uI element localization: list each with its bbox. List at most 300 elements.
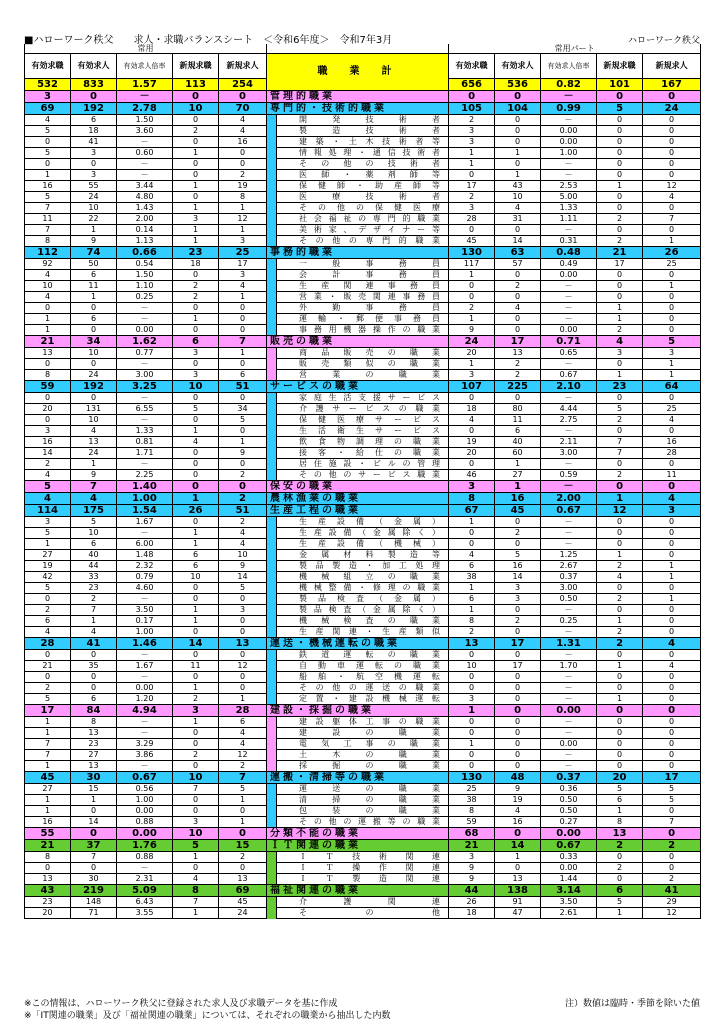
- left-value: 0: [173, 359, 219, 370]
- occupation-name: 販売類似の職業: [277, 359, 449, 370]
- right-value: 0: [597, 528, 643, 539]
- right-value: 4: [643, 638, 701, 650]
- total-left-value: 254: [219, 79, 267, 91]
- total-right-value: 536: [495, 79, 541, 91]
- left-value: 1: [219, 292, 267, 303]
- left-value: 0.77: [117, 348, 173, 359]
- right-value: 19: [449, 437, 495, 448]
- right-value: 0: [643, 605, 701, 616]
- left-value: 0.66: [117, 247, 173, 259]
- left-value: 4: [25, 470, 71, 481]
- left-value: 10: [173, 572, 219, 583]
- left-value: 3.60: [117, 126, 173, 137]
- left-value: 10: [173, 103, 219, 115]
- right-value: 0: [643, 683, 701, 694]
- left-value: 0: [25, 393, 71, 404]
- left-value: 1: [173, 181, 219, 192]
- right-value: －: [541, 683, 597, 694]
- left-value: 7: [25, 739, 71, 750]
- left-value: 0: [173, 415, 219, 426]
- left-value: 1: [71, 795, 117, 806]
- col-header: 新規求職: [173, 54, 219, 79]
- left-value: 1: [25, 717, 71, 728]
- right-value: 1: [597, 806, 643, 817]
- right-value: 38: [449, 795, 495, 806]
- occupation-row: [25, 594, 701, 605]
- right-value: 0.00: [541, 137, 597, 148]
- right-value: 0: [495, 683, 541, 694]
- occupation-row: [25, 470, 701, 481]
- right-value: 6: [449, 561, 495, 572]
- category-color-bar: [267, 627, 277, 638]
- right-value: 64: [643, 381, 701, 393]
- right-value: 2: [449, 192, 495, 203]
- right-value: 0: [643, 705, 701, 717]
- left-value: 4: [219, 739, 267, 750]
- right-value: 9: [449, 863, 495, 874]
- left-value: 0: [219, 314, 267, 325]
- left-value: 0: [219, 828, 267, 840]
- right-value: 10: [495, 192, 541, 203]
- category-color-bar: [267, 605, 277, 616]
- left-value: 34: [71, 336, 117, 348]
- category-color-bar: [267, 159, 277, 170]
- right-value: 0.27: [541, 817, 597, 828]
- occupation-name: 医師・薬剤師等: [277, 170, 449, 181]
- category-color-bar: [267, 583, 277, 594]
- left-value: 1: [219, 348, 267, 359]
- left-value: 6: [219, 717, 267, 728]
- left-value: 69: [25, 103, 71, 115]
- left-value: 10: [25, 281, 71, 292]
- left-value: 45: [25, 772, 71, 784]
- sheet-title: ■ハローワーク秩父 求人・求職バランスシート ＜令和6年度＞ 令和7年3月: [24, 35, 393, 46]
- left-value: －: [117, 170, 173, 181]
- left-value: 2: [219, 493, 267, 505]
- left-value: 0: [173, 91, 219, 103]
- left-value: 0: [173, 517, 219, 528]
- occupation-row: [25, 528, 701, 539]
- left-value: 2: [71, 594, 117, 605]
- occupation-name: 建設の職業: [277, 728, 449, 739]
- right-value: 0: [449, 225, 495, 236]
- left-value: 12: [219, 661, 267, 672]
- category-row: [25, 481, 701, 493]
- left-value: 69: [219, 885, 267, 897]
- left-value: 4: [71, 627, 117, 638]
- left-value: 112: [25, 247, 71, 259]
- left-value: 1: [173, 493, 219, 505]
- left-value: －: [117, 159, 173, 170]
- right-value: 25: [643, 404, 701, 415]
- left-value: 2.31: [117, 874, 173, 885]
- right-value: 0: [449, 528, 495, 539]
- right-value: 5: [495, 550, 541, 561]
- left-value: －: [117, 672, 173, 683]
- total-right-value: 167: [643, 79, 701, 91]
- left-value: 0: [173, 303, 219, 314]
- left-value: 6: [71, 539, 117, 550]
- left-value: －: [117, 650, 173, 661]
- right-value: 0.33: [541, 852, 597, 863]
- occupation-name: その他の専門的職業: [277, 236, 449, 247]
- right-value: 0: [597, 225, 643, 236]
- right-value: 2: [597, 638, 643, 650]
- right-value: 0: [643, 694, 701, 705]
- right-value: 4: [495, 203, 541, 214]
- left-value: 0: [71, 863, 117, 874]
- right-value: 1: [449, 359, 495, 370]
- left-value: 6: [173, 561, 219, 572]
- left-value: 3: [219, 605, 267, 616]
- left-value: 7: [25, 203, 71, 214]
- right-value: 0.67: [541, 840, 597, 852]
- right-value: 47: [495, 908, 541, 919]
- left-value: 4: [25, 292, 71, 303]
- column-header-row: [25, 54, 701, 79]
- left-value: 0: [25, 415, 71, 426]
- category-color-bar: [267, 303, 277, 314]
- category-name: 専門的・技術的職業: [267, 103, 449, 115]
- left-value: 0.67: [117, 772, 173, 784]
- left-value: 3.00: [117, 370, 173, 381]
- right-value: 0: [449, 650, 495, 661]
- right-value: 0: [495, 91, 541, 103]
- right-value: 2: [495, 281, 541, 292]
- right-value: 2: [495, 359, 541, 370]
- category-color-bar: [267, 852, 277, 863]
- left-value: 4: [71, 493, 117, 505]
- left-value: 10: [71, 528, 117, 539]
- right-value: －: [541, 393, 597, 404]
- right-value: 0: [643, 728, 701, 739]
- right-value: 0: [643, 303, 701, 314]
- left-value: 1: [71, 459, 117, 470]
- occupation-row: [25, 292, 701, 303]
- right-value: 3: [449, 852, 495, 863]
- right-value: 0: [597, 672, 643, 683]
- occupation-name: 運輸・郵便事務員: [277, 314, 449, 325]
- occupation-row: [25, 148, 701, 159]
- right-value: 60: [495, 448, 541, 459]
- footnote-1: ※この情報は、ハローワーク秩父に登録された求人及び求職データを基に作成: [24, 999, 338, 1009]
- office-name: ハローワーク秩父: [627, 36, 700, 46]
- right-value: 5: [643, 795, 701, 806]
- category-color-bar: [267, 817, 277, 828]
- right-value: 0: [597, 91, 643, 103]
- left-value: 1: [173, 426, 219, 437]
- left-value: 1.67: [117, 517, 173, 528]
- right-value: 0: [597, 683, 643, 694]
- right-value: 104: [495, 103, 541, 115]
- right-value: 7: [597, 437, 643, 448]
- right-value: 0: [495, 694, 541, 705]
- left-value: 27: [25, 784, 71, 795]
- right-value: 20: [449, 348, 495, 359]
- right-value: 117: [449, 259, 495, 270]
- category-color-bar: [267, 393, 277, 404]
- left-value: 55: [25, 828, 71, 840]
- right-value: 1: [597, 694, 643, 705]
- left-value: －: [117, 459, 173, 470]
- left-value: 3: [25, 517, 71, 528]
- right-value: 2: [597, 325, 643, 336]
- right-value: 0: [495, 750, 541, 761]
- left-value: 8: [25, 236, 71, 247]
- right-value: 9: [449, 325, 495, 336]
- left-value: 0: [173, 761, 219, 772]
- left-value: 2.00: [117, 214, 173, 225]
- occupation-row: [25, 192, 701, 203]
- left-value: 4: [71, 426, 117, 437]
- left-value: 1: [25, 539, 71, 550]
- right-value: 0: [495, 292, 541, 303]
- balance-table: [24, 44, 701, 919]
- right-value: －: [541, 459, 597, 470]
- category-color-bar: [267, 672, 277, 683]
- right-value: 29: [643, 897, 701, 908]
- left-value: 0: [173, 270, 219, 281]
- left-value: 0: [173, 672, 219, 683]
- left-value: 15: [219, 840, 267, 852]
- right-value: 11: [643, 470, 701, 481]
- right-value: 0.99: [541, 103, 597, 115]
- right-value: 1: [449, 605, 495, 616]
- left-value: 4: [219, 281, 267, 292]
- right-value: 0: [449, 393, 495, 404]
- right-value: 1: [449, 705, 495, 717]
- occupation-row: [25, 795, 701, 806]
- right-value: 0: [597, 728, 643, 739]
- left-value: 50: [71, 259, 117, 270]
- occupation-name: 生産関連事務員: [277, 281, 449, 292]
- occupation-row: [25, 784, 701, 795]
- category-color-bar: [267, 539, 277, 550]
- right-value: 0: [495, 627, 541, 638]
- right-value: 6: [449, 594, 495, 605]
- right-value: 2: [597, 561, 643, 572]
- right-value: 4: [597, 336, 643, 348]
- left-value: 0: [173, 115, 219, 126]
- occupation-name: 機械検査の職業: [277, 616, 449, 627]
- occupation-row: [25, 728, 701, 739]
- right-value: －: [541, 481, 597, 493]
- left-value: 0: [25, 137, 71, 148]
- category-name: 販売の職業: [267, 336, 449, 348]
- occupation-name: ＩＴ操作関連: [277, 863, 449, 874]
- left-value: 5: [25, 481, 71, 493]
- left-value: 51: [219, 505, 267, 517]
- right-value: 57: [495, 259, 541, 270]
- category-row: [25, 91, 701, 103]
- left-value: 148: [71, 897, 117, 908]
- right-value: 0: [597, 717, 643, 728]
- right-value: 0: [597, 539, 643, 550]
- left-value: 2: [219, 517, 267, 528]
- left-value: 0: [173, 863, 219, 874]
- left-value: 1: [173, 225, 219, 236]
- left-value: 11: [71, 281, 117, 292]
- left-value: 7: [173, 897, 219, 908]
- right-value: 14: [495, 840, 541, 852]
- occupation-row: [25, 426, 701, 437]
- right-value: 1: [597, 181, 643, 192]
- left-value: 4.60: [117, 583, 173, 594]
- occupation-row: [25, 259, 701, 270]
- occupation-name: 保健医療サービス: [277, 415, 449, 426]
- left-value: 0: [71, 650, 117, 661]
- right-value: 0.00: [541, 270, 597, 281]
- right-value: 1: [597, 550, 643, 561]
- right-value: 7: [643, 817, 701, 828]
- left-value: 23: [173, 247, 219, 259]
- right-value: 0: [495, 650, 541, 661]
- right-value: 0: [643, 616, 701, 627]
- occupation-row: [25, 739, 701, 750]
- left-value: 1.43: [117, 203, 173, 214]
- category-color-bar: [267, 863, 277, 874]
- right-value: 0: [597, 481, 643, 493]
- right-value: 8: [449, 493, 495, 505]
- right-value: 0: [597, 874, 643, 885]
- left-value: 14: [173, 638, 219, 650]
- occupation-row: [25, 750, 701, 761]
- right-value: 3.00: [541, 448, 597, 459]
- occupation-name: その他のサービス職業: [277, 470, 449, 481]
- right-value: 0: [495, 539, 541, 550]
- category-row: [25, 772, 701, 784]
- occupation-row: [25, 170, 701, 181]
- right-value: 130: [449, 772, 495, 784]
- right-value: 0.50: [541, 795, 597, 806]
- left-value: 0: [219, 359, 267, 370]
- occupation-row: [25, 303, 701, 314]
- left-value: 7: [219, 772, 267, 784]
- left-value: 9: [71, 236, 117, 247]
- right-value: 1: [597, 908, 643, 919]
- right-value: －: [541, 281, 597, 292]
- left-value: 1: [173, 908, 219, 919]
- occupation-name: 製造技術者: [277, 126, 449, 137]
- left-value: 0: [25, 594, 71, 605]
- right-value: －: [541, 694, 597, 705]
- left-value: －: [117, 91, 173, 103]
- category-color-bar: [267, 126, 277, 137]
- left-value: 0: [219, 806, 267, 817]
- left-value: 5: [25, 148, 71, 159]
- occupation-name: 飲食物調理の職業: [277, 437, 449, 448]
- right-value: 7: [597, 448, 643, 459]
- occupation-name: その他の運送の職業: [277, 683, 449, 694]
- right-value: －: [541, 627, 597, 638]
- left-value: 4: [173, 874, 219, 885]
- occupation-name: 家庭生活支援サービス: [277, 393, 449, 404]
- left-value: 8: [25, 370, 71, 381]
- left-value: 4: [219, 126, 267, 137]
- occupation-row: [25, 270, 701, 281]
- left-value: 1.71: [117, 448, 173, 459]
- left-value: 3.86: [117, 750, 173, 761]
- right-value: －: [541, 750, 597, 761]
- occupation-name: 建設躯体工事の職業: [277, 717, 449, 728]
- category-color-bar: [267, 325, 277, 336]
- left-value: 2: [173, 126, 219, 137]
- category-name: 分類不能の職業: [267, 828, 449, 840]
- occupation-name: 生産設備（金属除く）: [277, 528, 449, 539]
- right-value: 2.53: [541, 181, 597, 192]
- right-value: 0: [449, 292, 495, 303]
- right-value: 2: [449, 303, 495, 314]
- left-value: 0: [219, 683, 267, 694]
- right-value: 0: [495, 705, 541, 717]
- category-row: [25, 840, 701, 852]
- right-value: －: [541, 728, 597, 739]
- left-value: 1: [25, 761, 71, 772]
- left-value: 17: [219, 259, 267, 270]
- right-value: 0.36: [541, 784, 597, 795]
- right-value: 2: [643, 874, 701, 885]
- right-value: 1: [643, 236, 701, 247]
- occupation-row: [25, 137, 701, 148]
- right-value: 3: [495, 594, 541, 605]
- footnote-note: 注）数値は臨時・季節を除いた値: [564, 999, 700, 1009]
- left-value: 0.60: [117, 148, 173, 159]
- category-color-bar: [267, 806, 277, 817]
- left-value: 1.67: [117, 661, 173, 672]
- right-value: 0: [597, 115, 643, 126]
- left-value: 1.48: [117, 550, 173, 561]
- right-value: 0: [643, 159, 701, 170]
- left-value: 3.29: [117, 739, 173, 750]
- left-value: 20: [25, 908, 71, 919]
- right-value: 0: [643, 314, 701, 325]
- right-value: 80: [495, 404, 541, 415]
- occupation-name: 製品検査（金属除く）: [277, 605, 449, 616]
- right-value: 8: [449, 806, 495, 817]
- right-value: 1: [495, 481, 541, 493]
- left-value: 2: [173, 281, 219, 292]
- left-value: 0: [25, 159, 71, 170]
- left-value: 26: [173, 505, 219, 517]
- right-value: 0: [643, 539, 701, 550]
- left-value: 6.43: [117, 897, 173, 908]
- left-value: 0.00: [117, 683, 173, 694]
- left-value: 15: [71, 784, 117, 795]
- left-value: 5: [219, 415, 267, 426]
- occupation-row: [25, 550, 701, 561]
- left-value: 7: [173, 784, 219, 795]
- left-value: 6: [71, 270, 117, 281]
- category-row: [25, 247, 701, 259]
- right-value: 1: [495, 148, 541, 159]
- left-value: 0: [219, 426, 267, 437]
- left-value: 84: [71, 705, 117, 717]
- right-value: 19: [495, 795, 541, 806]
- occupation-name: 電気工事の職業: [277, 739, 449, 750]
- right-value: 1: [643, 281, 701, 292]
- left-value: 24: [71, 370, 117, 381]
- left-value: 14: [25, 448, 71, 459]
- right-value: 107: [449, 381, 495, 393]
- category-color-bar: [267, 897, 277, 908]
- left-value: 6: [71, 314, 117, 325]
- right-value: 0: [449, 170, 495, 181]
- left-value: 35: [71, 661, 117, 672]
- right-value: 2: [597, 627, 643, 638]
- left-value: 18: [71, 126, 117, 137]
- right-value: 2: [597, 214, 643, 225]
- right-value: －: [541, 225, 597, 236]
